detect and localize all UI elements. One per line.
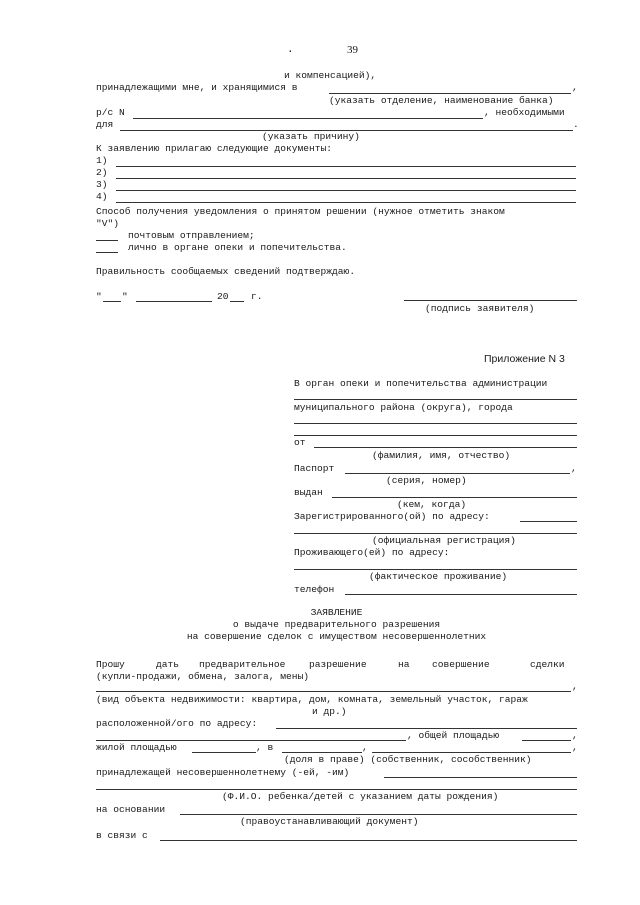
request-word-7: сделки	[530, 659, 565, 670]
object-hint-1: (вид объекта недвижимости: квартира, дом, комната, земельный участок, гараж	[96, 694, 528, 705]
phone-label: телефон	[294, 584, 335, 595]
statement-title: ЗАЯВЛЕНИЕ	[310, 607, 363, 618]
registered-field-2[interactable]	[294, 533, 577, 534]
owner-type-field[interactable]	[372, 752, 571, 753]
page-number: 39	[347, 44, 358, 56]
owner-comma: ,	[572, 742, 578, 753]
reason-dot: .	[573, 119, 579, 130]
address-field-1[interactable]	[276, 728, 577, 729]
recipient-line-1: В орган опеки и попечительства администрации	[294, 378, 548, 389]
minor-field-2[interactable]	[96, 789, 577, 790]
in-person-option: лично в органе опеки и попечительства.	[128, 242, 347, 253]
signature-field[interactable]	[404, 300, 577, 301]
passport-comma: ,	[571, 463, 577, 474]
appendix-title: Приложение N 3	[484, 353, 565, 365]
deal-field[interactable]	[96, 691, 571, 692]
page-mark: .	[287, 44, 294, 56]
doc-4-label: 4)	[96, 191, 108, 202]
total-area-label: , общей площадью	[407, 730, 500, 741]
passport-label: Паспорт	[294, 463, 335, 474]
needed-label: , необходимыми	[484, 107, 565, 118]
date-month-field[interactable]	[136, 301, 212, 302]
issued-hint: (кем, когда)	[397, 499, 467, 510]
notify-text-1: Способ получения уведомления о принятом решении (нужное отметить знаком	[96, 206, 505, 217]
bank-hint: (указать отделение, наименование банка)	[329, 95, 554, 106]
request-word-3: предварительное	[199, 659, 286, 670]
issued-label: выдан	[294, 487, 323, 498]
statement-subtitle-2: на совершение сделок с имуществом несовершеннолетних	[186, 631, 487, 642]
doc-1-field[interactable]	[116, 166, 576, 167]
account-field[interactable]	[133, 118, 483, 119]
bank-field[interactable]	[329, 93, 571, 94]
request-word-2: дать	[156, 659, 180, 670]
fio-field[interactable]	[314, 447, 577, 448]
deal-comma: ,	[572, 681, 578, 692]
owned-label: принадлежащей несовершеннолетнему (-ей, -им)	[96, 767, 350, 778]
doc-3-label: 3)	[96, 179, 108, 190]
living-area-label: жилой площадью	[96, 742, 177, 753]
share-comma: ,	[362, 742, 368, 753]
located-label: расположенной/ого по адресу:	[96, 718, 258, 729]
date-year-prefix: 20	[217, 291, 229, 302]
registration-hint: (официальная регистрация)	[372, 535, 516, 546]
living-hint: (фактическое проживание)	[369, 571, 508, 582]
registered-label: Зарегистрированного(ой) по адресу:	[294, 511, 490, 522]
from-upper-line	[294, 435, 577, 436]
share-hint: (доля в праве) (собственник, сособственник)	[284, 754, 532, 765]
stored-in-label: принадлежащими мне, и хранящимися в	[96, 82, 298, 93]
request-word-5: на	[398, 659, 410, 670]
statement-subtitle-1: о выдаче предварительного разрешения	[232, 619, 441, 630]
fio-hint: (фамилия, имя, отчество)	[372, 450, 511, 461]
basis-label: на основании	[96, 804, 166, 815]
child-hint: (Ф.И.О. ребенка/детей с указанием даты рождения)	[222, 791, 499, 802]
recipient-line-2: муниципального района (округа), города	[294, 402, 513, 413]
administration-field[interactable]	[294, 399, 577, 400]
registered-field-1[interactable]	[520, 521, 577, 522]
account-label: р/с N	[96, 107, 125, 118]
doc-1-label: 1)	[96, 155, 108, 166]
total-area-field[interactable]	[522, 740, 571, 741]
bank-comma: ,	[572, 82, 578, 93]
series-hint: (серия, номер)	[386, 475, 467, 486]
confirm-text: Правильность сообщаемых сведений подтверждаю.	[96, 266, 356, 277]
basis-hint: (правоустанавливающий документ)	[240, 816, 419, 827]
address-field-2[interactable]	[96, 740, 406, 741]
for-label: для	[96, 119, 114, 130]
doc-2-field[interactable]	[116, 178, 576, 179]
issued-field[interactable]	[332, 497, 577, 498]
compensation-text: и компенсацией),	[284, 70, 377, 81]
passport-field[interactable]	[345, 473, 570, 474]
mail-option: почтовым отправлением;	[128, 230, 255, 241]
date-quote-open: "	[96, 291, 102, 302]
share-field[interactable]	[282, 752, 362, 753]
doc-2-label: 2)	[96, 167, 108, 178]
living-label: Проживающего(ей) по адресу:	[294, 547, 450, 558]
living-area-field[interactable]	[192, 752, 256, 753]
in-label: , в	[256, 742, 274, 753]
basis-field[interactable]	[180, 814, 577, 815]
from-label: от	[294, 437, 306, 448]
request-word-4: разрешение	[309, 659, 367, 670]
attached-docs-label: К заявлению прилагаю следующие документы:	[96, 143, 333, 154]
city-field[interactable]	[294, 423, 577, 424]
date-year-field[interactable]	[230, 301, 244, 302]
request-word-1: Прошу	[96, 659, 125, 670]
reason-hint: (указать причину)	[262, 131, 360, 142]
mail-checkbox[interactable]	[96, 240, 118, 241]
due-to-field[interactable]	[160, 840, 577, 841]
request-word-6: совершение	[432, 659, 490, 670]
in-person-checkbox[interactable]	[96, 252, 118, 253]
deal-types-text: (купли-продажи, обмена, залога, мены)	[96, 671, 310, 682]
date-quote-close: "	[122, 291, 128, 302]
date-year-suffix: г.	[251, 291, 263, 302]
total-area-comma: ,	[572, 730, 578, 741]
minor-field-1[interactable]	[384, 777, 577, 778]
notify-text-2: "V")	[96, 218, 120, 229]
living-field[interactable]	[294, 569, 577, 570]
doc-3-field[interactable]	[116, 190, 576, 191]
doc-4-field[interactable]	[116, 202, 576, 203]
date-day-field[interactable]	[103, 301, 121, 302]
due-to-label: в связи с	[96, 830, 148, 841]
object-hint-2: и др.)	[312, 706, 347, 717]
phone-field[interactable]	[345, 594, 577, 595]
signature-hint: (подпись заявителя)	[425, 303, 535, 314]
